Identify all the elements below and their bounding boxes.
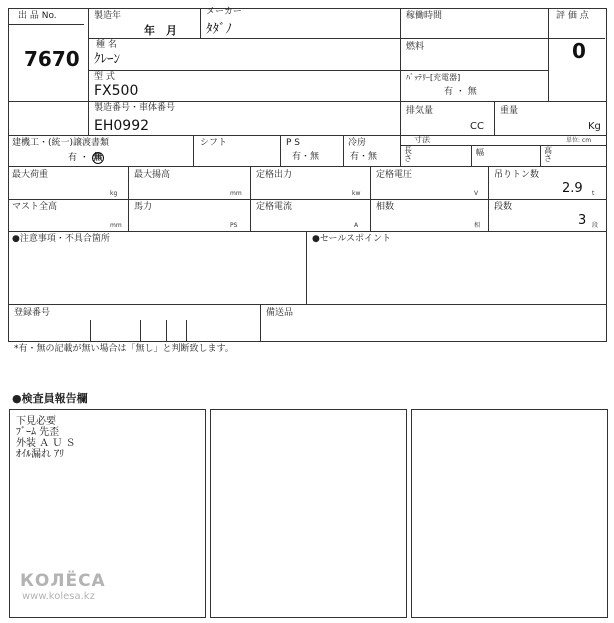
rated-voltage-unit: V bbox=[474, 190, 479, 197]
lift-ton-label: 吊りトン数 bbox=[494, 170, 540, 180]
width-label: 幅 bbox=[476, 148, 484, 157]
inspector-box-3 bbox=[411, 409, 608, 618]
inspector-box-2 bbox=[210, 409, 407, 618]
max-lift-label: 最大揚高 bbox=[134, 170, 171, 180]
cooler-label: 冷房 bbox=[348, 138, 367, 148]
phase-label: 相数 bbox=[376, 202, 395, 212]
displacement-label: 排気量 bbox=[406, 106, 434, 116]
footnote: *有・無の記載が無い場合は「無し」と判断致します。 bbox=[14, 344, 234, 354]
stage-unit: 段 bbox=[592, 222, 599, 229]
phase-unit: 相 bbox=[474, 222, 481, 229]
maker-label: メーカー bbox=[206, 7, 242, 17]
length-label: 長 さ bbox=[404, 146, 412, 163]
accessories-label: 備送品 bbox=[266, 308, 294, 318]
max-lift-unit: mm bbox=[230, 190, 242, 197]
inspector-line: ﾌﾞｰﾑ 先歪 bbox=[16, 427, 60, 438]
lift-ton-value: 2.9 bbox=[562, 181, 583, 196]
year-label: 製造年 bbox=[94, 11, 122, 21]
inspector-line: ｵｲﾙ漏れ ｱﾘ bbox=[16, 449, 65, 460]
rated-output-label: 定格出力 bbox=[256, 170, 293, 180]
rated-voltage-label: 定格電圧 bbox=[376, 170, 413, 180]
inspector-title: ●検査員報告欄 bbox=[12, 392, 88, 405]
rated-current-unit: A bbox=[354, 222, 359, 229]
inspector-notes bbox=[16, 416, 76, 460]
cooler-options: 有・無 bbox=[350, 152, 378, 162]
score-label: 評 価 点 bbox=[556, 11, 589, 21]
shift-label: シフト bbox=[200, 138, 228, 148]
caution-label: ●注意事項・不具合箇所 bbox=[12, 234, 110, 244]
serial-value: EH0992 bbox=[94, 118, 150, 134]
dimensions-unit: 単位: cm bbox=[566, 137, 592, 144]
type-value: ｸﾚｰﾝ bbox=[94, 52, 120, 67]
inspector-line: 外装 Ａ Ｕ Ｓ bbox=[16, 438, 76, 449]
max-load-unit: kg bbox=[110, 190, 118, 197]
ps-label: P S bbox=[286, 138, 301, 148]
stage-value: 3 bbox=[578, 213, 587, 228]
serial-label: 製造番号・車体番号 bbox=[94, 103, 176, 113]
lot-no-label: 出 品 No. bbox=[18, 11, 57, 21]
license-dot: ・ bbox=[79, 153, 89, 163]
maker-value: ﾀﾀﾞﾉ bbox=[206, 22, 232, 37]
license-yes: 有 bbox=[68, 153, 78, 163]
model-value: FX500 bbox=[94, 83, 139, 99]
license-no-circled: 無 bbox=[93, 153, 103, 163]
mast-label: マスト全高 bbox=[12, 202, 58, 212]
license-label: 建機工・(統一)譲渡書類 bbox=[12, 138, 110, 148]
hp-unit: PS bbox=[230, 222, 238, 229]
inspector-line: 下見必要 bbox=[16, 416, 56, 427]
hours-label: 稼働時間 bbox=[406, 11, 443, 21]
license-options bbox=[68, 150, 104, 164]
dimensions-label: 寸法 bbox=[414, 135, 430, 144]
lift-ton-unit: t bbox=[592, 190, 595, 197]
registration-label: 登録番号 bbox=[14, 308, 51, 318]
kolesa-url: www.kolesa.kz bbox=[22, 591, 95, 602]
rated-current-label: 定格電流 bbox=[256, 202, 293, 212]
displacement-unit: CC bbox=[470, 121, 484, 132]
kolesa-logo: КОЛЁСА bbox=[20, 571, 106, 591]
height-label: 高 さ bbox=[544, 146, 552, 163]
score-value: 0 bbox=[572, 39, 586, 63]
hp-label: 馬力 bbox=[134, 202, 153, 212]
lot-no-value: 7670 bbox=[24, 47, 80, 71]
weight-unit: Kg bbox=[588, 121, 601, 132]
year-month-text: 年 月 bbox=[144, 24, 177, 37]
weight-label: 重量 bbox=[500, 106, 519, 116]
model-label: 型 式 bbox=[94, 72, 115, 82]
mast-unit: mm bbox=[110, 222, 122, 229]
type-label: 種 名 bbox=[96, 40, 117, 50]
max-load-label: 最大荷重 bbox=[12, 170, 49, 180]
fuel-label: 燃料 bbox=[406, 42, 425, 52]
battery-label: ﾊﾞｯﾃﾘｰ[充電器] bbox=[406, 73, 461, 82]
sales-points-label: ●セールスポイント bbox=[312, 234, 392, 244]
ps-options: 有・無 bbox=[292, 152, 320, 162]
battery-options: 有 ・ 無 bbox=[444, 87, 477, 97]
rated-output-unit: kw bbox=[352, 190, 361, 197]
stage-label: 段数 bbox=[494, 202, 513, 212]
